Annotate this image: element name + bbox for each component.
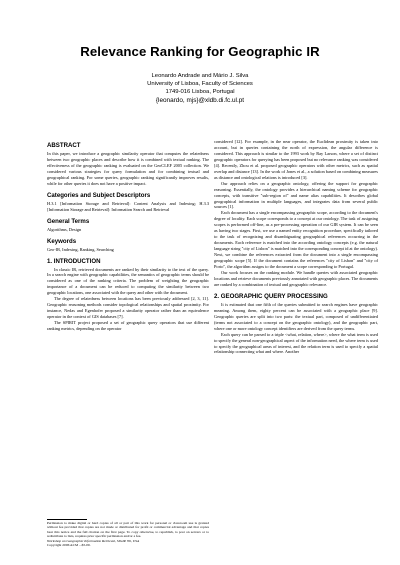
- venue-line: Workshop on Geographic Information Retrieval, SIGIR '06, USA: [47, 538, 140, 543]
- section-2-paragraph-1: It is estimated that one fifth of the queries submitted to search engines have geographic meaning. Among them, eighty percent can be associated with a geographic place [9]. Geographic queries are split into two parts: the textual part, composed of undifferentiated (terms not associated to a concept on the geographic ontology), and the geographic part, where one or more ontology concept identifiers are derived from the query terms.: [214, 301, 378, 331]
- categories-heading: Categories and Subject Descriptors: [47, 191, 151, 199]
- author-names: Leonardo Andrade and Mário J. Silva: [151, 73, 249, 79]
- keywords-heading: Keywords: [47, 237, 77, 245]
- body-paragraph-3: Each document has a single encompassing geographic scope, according to the document's degree of locality. Each scope corresponds to a concept at our ontology. The task of assigning scopes is performed off-line, as a pre-processing operation of our GIR system. It can be seen as having two stages. First, we use a named entity recognition procedure, specifically tailored to the task of recognizing and disambiguating geographical references occurring in the documents. Each reference is matched into the according ontology concepts (e.g. the natural language string "city of Lisbon" is matched into the corresponding concept id at the ontology). Next, we combine the references extracted from the document into a single encompassing geographic scope [5]. If the document contains the references "city of Lisbon" and "city of Porto", the algorithm assigns to the document a scope corresponding to Portugal.: [214, 210, 378, 270]
- copyright-footnote: [47, 519, 209, 548]
- permission-notice: Permission to make digital or hard copies of all or part of this work for personal or classroom use is granted without fee provided that copies are not made or distributed for profit or commercial advantage and that copies bear this notice and the full citation on the first page. To copy otherwise, to republish, to post on servers or to redistribute to lists, requires prior specific permission and/or a fee.: [47, 520, 209, 539]
- intro-paragraph-3: The SPIRIT project proposed a set of geographic query operators that use different ranking metrics, depending on the operator: [47, 320, 209, 332]
- left-column: [47, 142, 209, 332]
- author-block: [0, 73, 400, 105]
- body-paragraph-2: Our approach relies on a geographic ontology, offering the support for geographic reasoning. Essentially, the ontology provides a hierarchical naming scheme for geographic concepts, with transitive "sub-region of" and name alias capabilities. It describes global geographical information in multiple languages, and integrates data from several public sources [1].: [214, 180, 378, 210]
- categories-text: H.3.1 [Information Storage and Retrieval]: Content Analysis and Indexing; H.3.3 [Information Storage and Retrieval]: Information Search and Retrieval: [47, 200, 209, 212]
- author-address: 1749-016 Lisboa, Portugal: [165, 88, 235, 95]
- abstract-heading: ABSTRACT: [47, 142, 81, 149]
- author-email: {leonardo, mjs}@xldb.di.fc.ul.pt: [155, 97, 245, 105]
- intro-paragraph-1: In classic IR, retrieved documents are ranked by their similarity to the text of the query. In a search engine with geographic capabilities, the semantics of geographic terms should be considered as one of the ranking criteria. The problem of weighting the geographic importance of a document can be reduced to computing the similarity between two geographic locations, one associated with the query and other with the document.: [47, 266, 209, 296]
- right-column: [214, 139, 378, 355]
- paper-title: Relevance Ranking for Geographic IR: [80, 44, 320, 59]
- section-2-heading: 2. GEOGRAPHIC QUERY PROCESSING: [214, 292, 328, 300]
- body-paragraph-1: considered [12]. For example, in the near operator, the Euclidean proximity is taken into account, but in queries containing the north of expression, the angular difference is considered. This approach is similar to the 1993 work by Ray Larson, where a set of distinct geographic operators for querying has been proposed but no relevance ranking was considered [4]. Recently, Zhou et al. proposed geographic operators with other metrics, such as spatial overlap and distance [13]. In the work of Jones et al., a solution based on combining measures as distance and ontological relations is introduced [3].: [214, 139, 378, 180]
- abstract-text: In this paper, we introduce a geographic similarity operator that computes the relatedness between two geographic places and describe how it is combined with textual ranking. The effectiveness of the geographic ranking is evaluated on the GeoCLEF 2005 collection. We considered various strategies for query formulation and for combining textual and geographical ranking. For some queries, geographic ranking significantly improves results, while for other queries it does not have a positive impact.: [47, 151, 209, 186]
- introduction-heading: 1. INTRODUCTION: [47, 257, 101, 265]
- body-paragraph-4: Our work focuses on the ranking module. We handle queries with associated geographic locations and retrieve documents previously annotated with geographic places. The documents are ranked by a combination of textual and geographic relevance.: [214, 269, 378, 287]
- copyright-line: Copyright 2006 ACM ...$5.00.: [47, 543, 91, 548]
- keywords-text: Geo-IR, Indexing, Ranking, Searching: [47, 246, 114, 252]
- general-terms-text: Algorithms, Design: [47, 226, 82, 232]
- general-terms-heading: General Terms: [47, 217, 90, 225]
- author-affiliation: University of Lisboa, Faculty of Sciences: [147, 80, 253, 87]
- intro-paragraph-2: The degree of relatedness between locations has been previously addressed [2, 3, 11]. Geographic reasoning methods consider topological relationships and spatial proximity. For instance, Nedas and Egenhofer proposed a similarity operator rather than an equivalence operator in the context of GIS databases [7].: [47, 296, 209, 320]
- section-2-paragraph-2: Each query can be parsed to a triple <what, relation, where>, where the what term is used to specify the general non-geographical aspect of the information need, the where term is used to specify the geographical areas of interest, and the relation term is used to specify a spatial relationship connecting what and where. Another: [214, 331, 378, 355]
